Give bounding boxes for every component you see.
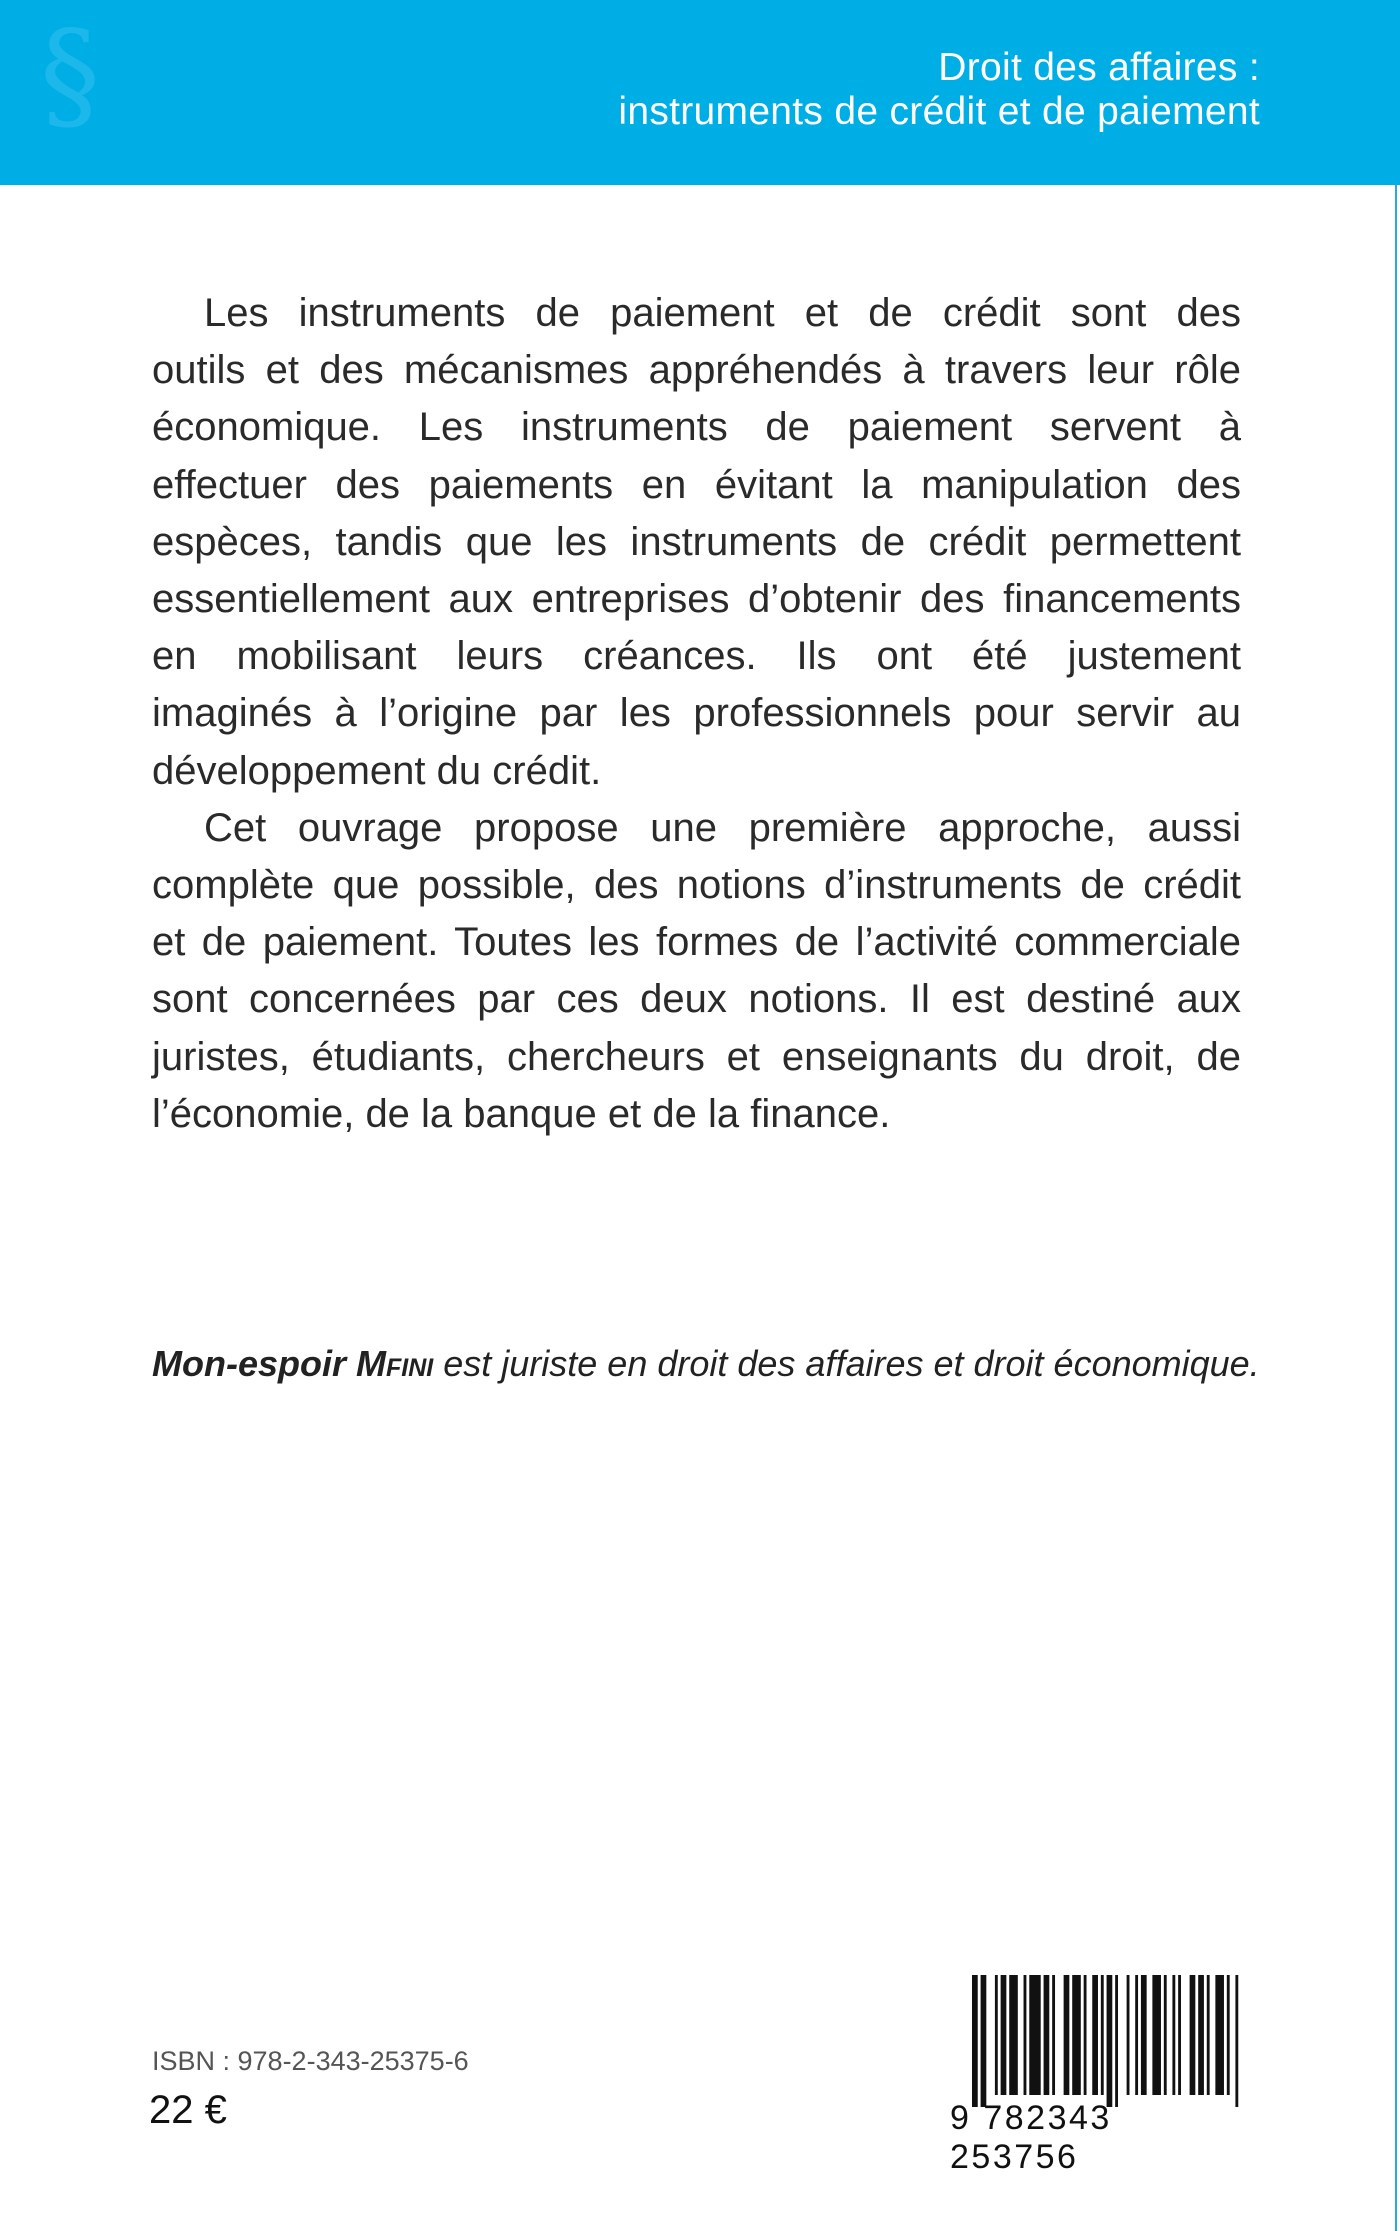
title-line-1: Droit des affaires : [938, 46, 1260, 89]
title-line-2: instruments de crédit et de paiement [618, 90, 1260, 133]
barcode-bar [1009, 1975, 1018, 2095]
description-line: juristes, étudiants, chercheurs et enseignants du droit, de [152, 1034, 1241, 1079]
barcode-bar [1084, 1975, 1087, 2095]
barcode-bar [1152, 1975, 1161, 2095]
barcode-bar [1198, 1975, 1204, 2095]
description-line: économique. Les instruments de paiement servent à [152, 405, 1241, 450]
barcode-bar [1052, 1975, 1055, 2095]
description-line: Cet ouvrage propose une première approche, aussi [204, 805, 1241, 850]
barcode-bar [1178, 1975, 1181, 2095]
barcode-bar [1215, 1975, 1224, 2095]
description-line: sont concernées par ces deux notions. Il est destiné aux [152, 977, 1241, 1022]
barcode-bar [1172, 1975, 1175, 2095]
barcode-bar [1044, 1975, 1050, 2095]
barcode-bar [1001, 1975, 1007, 2095]
barcode-bar [1115, 1975, 1118, 2107]
barcode-bar [1107, 1975, 1113, 2107]
author-bio-text: est juriste en droit des affaires et droit économique. [443, 1343, 1260, 1384]
description-line: effectuer des paiements en évitant la manipulation des [152, 462, 1241, 507]
edge-line [1395, 185, 1397, 2231]
book-description [152, 285, 1241, 1143]
description-line: Les instruments de paiement et de crédit sont des [204, 291, 1241, 335]
barcode-bar [1141, 1975, 1147, 2095]
barcode-bar [1207, 1975, 1210, 2095]
description-line: l’économie, de la banque et de la finance. [152, 1091, 891, 1136]
description-line: complète que possible, des notions d’instruments de crédit [152, 863, 1241, 908]
barcode-bar [981, 1975, 987, 2107]
barcode-bar [1190, 1975, 1196, 2095]
barcode-bar [1235, 1975, 1238, 2107]
barcode-bar [1024, 1975, 1027, 2095]
barcode-bar [1164, 1975, 1167, 2095]
barcode-bar [1127, 1975, 1130, 2095]
description-line: en mobilisant leurs créances. Ils ont été justement [152, 634, 1241, 679]
barcode-bar [1092, 1975, 1098, 2095]
price: 22 € [149, 2088, 227, 2132]
barcode-bar [995, 1975, 998, 2095]
barcode-digits: 9 782343 253756 [950, 2099, 1112, 2176]
description-line: essentiellement aux entreprises d’obtenir des financements [152, 577, 1241, 622]
barcode-bar [1135, 1975, 1138, 2095]
author-last-name: Mfini [356, 1343, 434, 1384]
book-title [618, 46, 1260, 134]
isbn: ISBN : 978-2-343-25375-6 [152, 2046, 469, 2076]
author-first-name: Mon-espoir [152, 1343, 346, 1384]
barcode-bar [1227, 1975, 1230, 2095]
description-line: développement du crédit. [152, 748, 602, 793]
barcode [972, 1975, 1244, 2107]
section-symbol-icon: § [40, 6, 100, 145]
barcode-bar [1072, 1975, 1081, 2095]
barcode-bar [1064, 1975, 1070, 2095]
barcode-bar [1101, 1975, 1104, 2095]
description-line: espèces, tandis que les instruments de crédit permettent [152, 519, 1241, 564]
description-line: et de paiement. Toutes les formes de l’activité commerciale [152, 920, 1241, 965]
description-line: imaginés à l’origine par les professionnels pour servir au [152, 691, 1241, 736]
barcode-bar [1029, 1975, 1040, 2095]
description-line: outils et des mécanismes appréhendés à travers leur rôle [152, 348, 1241, 393]
barcode-bar [972, 1975, 978, 2107]
author-bio [152, 1343, 1260, 1385]
header-band [0, 0, 1400, 185]
